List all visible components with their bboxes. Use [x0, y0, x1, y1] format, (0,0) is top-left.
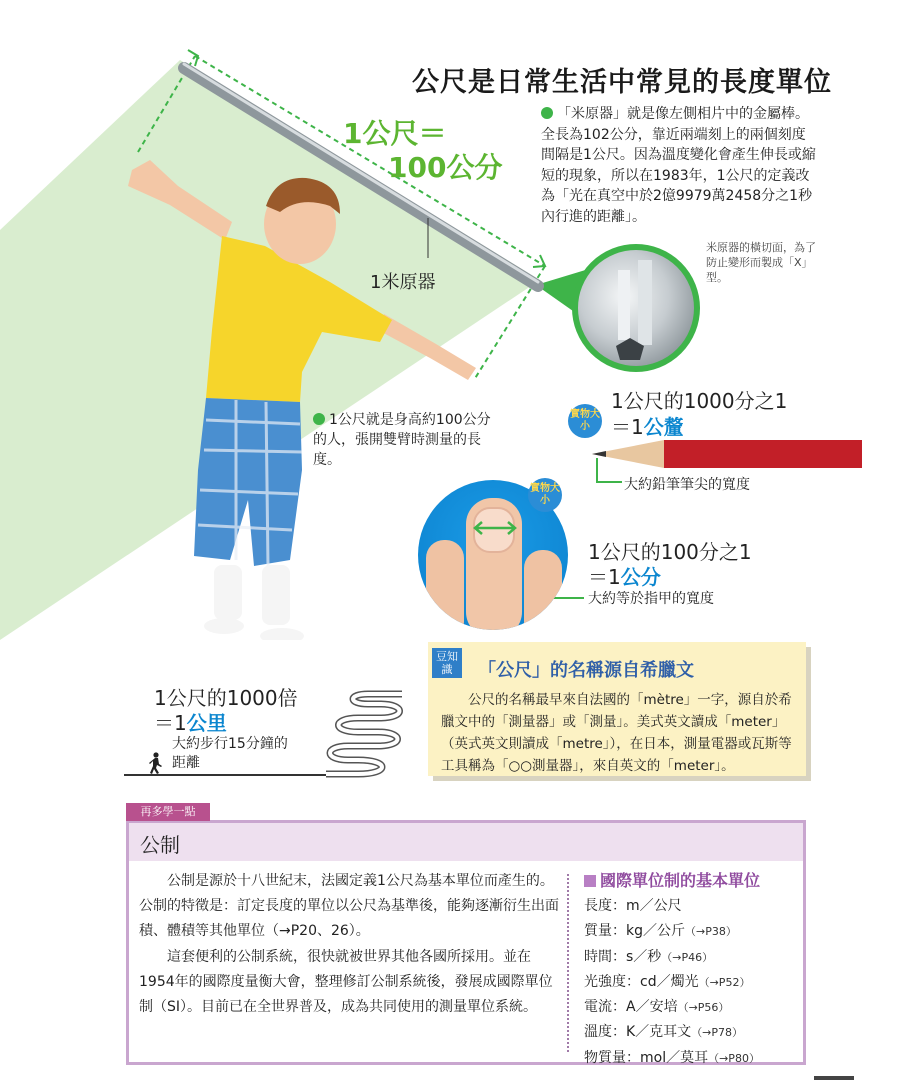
- intro-text: 「米原器」就是像左側相片中的金屬棒。全長為102公分，靠近兩端刻上的兩個刻度間隔是1公尺。因為溫度變化會產生伸長或縮短的現象，所以在1983年，1公尺的定義改為「光在真空中於2億9979萬2458分之1秒內行進的距離」。: [541, 106, 816, 225]
- si-units-list: [584, 894, 760, 1071]
- cross-section-note: 米原器的橫切面，為了防止變形而製成「X」型。: [706, 241, 816, 284]
- rod-cross-section-photo: [572, 244, 700, 372]
- pencil-leader: [597, 458, 622, 482]
- learn-more-title: 公制: [140, 833, 180, 857]
- kilometer-unit: 公里: [186, 711, 227, 735]
- si-unit-item: 物質量：mol／莫耳（→P80）: [584, 1049, 760, 1066]
- learn-more-paragraph-2: 這套便利的公制系統，很快就被世界其他各國所採用。並在1954年的國際度量衡大會，整理修訂公制系統後，發展成國際單位制（SI）。目前已在全世界普及，成為共同使用的測量單位系統。: [139, 948, 553, 1016]
- ground-line: [124, 774, 329, 776]
- winding-path-icon: [318, 690, 418, 780]
- walking-person-icon: [148, 752, 164, 774]
- meter-equation-line2: 100公分: [388, 151, 503, 184]
- learn-more-tab: 再多學一點: [126, 803, 210, 821]
- kilometer-line1: 1公尺的1000倍: [154, 686, 298, 710]
- trivia-tag: 豆知識: [432, 648, 462, 678]
- actual-size-badge: 實物大小: [528, 478, 562, 512]
- millimeter-line2: ＝1公釐: [611, 415, 684, 439]
- green-bullet-icon: [313, 413, 325, 425]
- centimeter-line2: ＝1公分: [588, 565, 661, 589]
- si-unit-item: 溫度：K／克耳文（→P78）: [584, 1024, 744, 1041]
- page-corner-mark: [814, 1076, 854, 1080]
- person-note-text: 1公尺就是身高約100公分的人，張開雙臂時測量的長度。: [313, 412, 491, 468]
- trivia-body: 公尺的名稱最早來自法國的「mètre」一字，源自於希臘文中的「測量器」或「測量」。美式英文讀成「meter」（英式英文則讀成「metre」），在日本，測量電器或瓦斯等工具稱為「○○測量器」，來自英文的「meter」。: [441, 692, 792, 774]
- green-bullet-icon: [541, 107, 553, 119]
- meter-equation-line1: 1公尺＝: [343, 117, 447, 150]
- person-note: [313, 410, 493, 470]
- si-unit-item: 時間：s／秒（→P46）: [584, 948, 714, 965]
- si-units-title: 國際單位制的基本單位: [584, 868, 760, 891]
- si-unit-item: 長度：m／公尺: [584, 898, 682, 914]
- walk-note: 大約步行15分鐘的距離: [172, 736, 288, 771]
- si-unit-item: 光強度：cd／燭光（→P52）: [584, 973, 751, 990]
- si-unit-item: 質量：kg／公斤（→P38）: [584, 923, 737, 940]
- learn-more-body: [139, 869, 559, 1020]
- trivia-title: 「公尺」的名稱源自希臘文: [478, 660, 694, 681]
- learn-more-header: [129, 823, 803, 861]
- column-divider: [567, 874, 569, 1052]
- centimeter-unit: 公分: [620, 565, 661, 589]
- si-unit-item: 電流：A／安培（→P56）: [584, 999, 730, 1016]
- nail-note: 大約等於指甲的寬度: [588, 591, 714, 607]
- centimeter-line1: 1公尺的100分之1: [588, 540, 752, 564]
- millimeter-unit: 公釐: [643, 415, 684, 439]
- actual-size-badge: 實物大小: [568, 404, 602, 438]
- page-title: 公尺是日常生活中常見的長度單位: [412, 67, 832, 98]
- kilometer-line2: ＝1公里: [154, 711, 227, 735]
- rod-label: 1米原器: [370, 272, 436, 293]
- millimeter-line1: 1公尺的1000分之1: [611, 389, 788, 413]
- learn-more-paragraph-1: 公制是源於十八世紀末，法國定義1公尺為基本單位而產生的。公制的特徵是：訂定長度的單位以公尺為基準後，能夠逐漸衍生出面積、體積等其他單位（→P20、26）。: [139, 873, 559, 940]
- intro-paragraph: [541, 104, 816, 227]
- pencil-illustration: [592, 440, 862, 468]
- pencil-note: 大約鉛筆筆尖的寬度: [624, 477, 750, 493]
- square-bullet-icon: [584, 875, 596, 887]
